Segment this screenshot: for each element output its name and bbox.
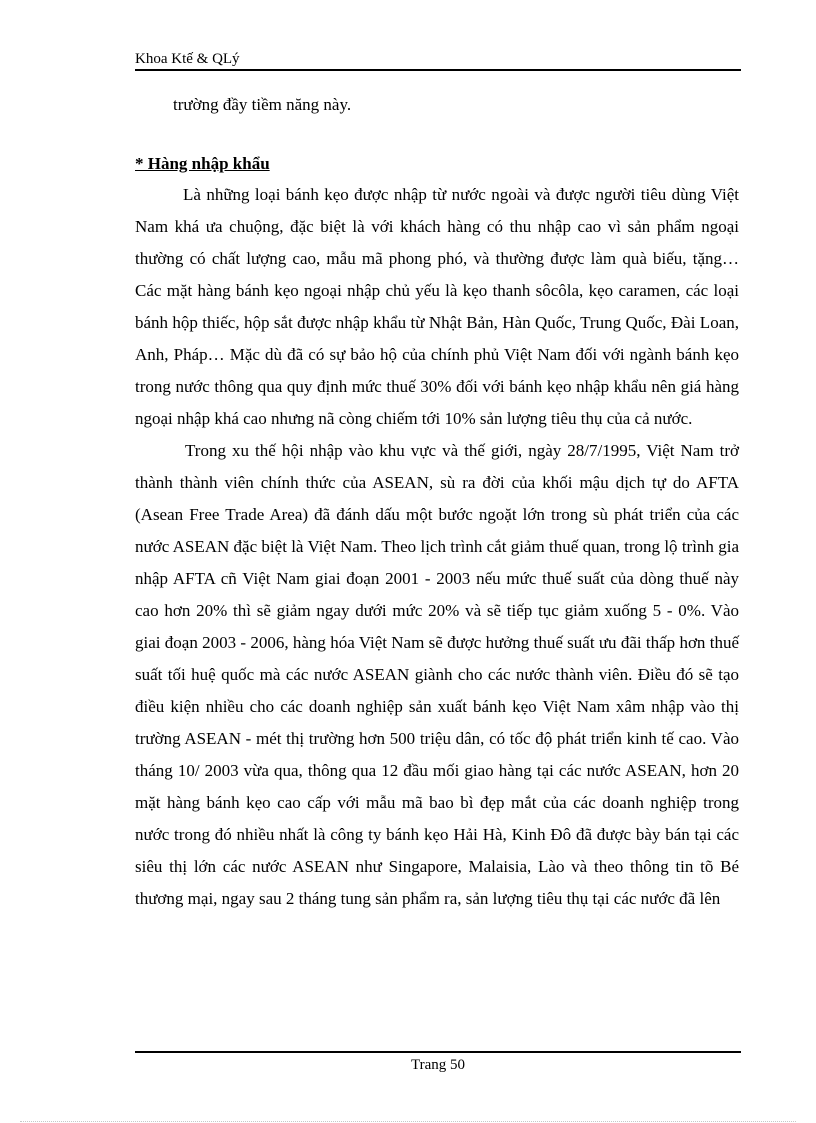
page-header: Khoa Ktế & QLý: [135, 51, 240, 67]
footer-rule: [135, 1051, 741, 1053]
section-heading: * Hàng nhập khẩu: [135, 154, 270, 173]
paragraph-imports: Là những loại bánh kẹo được nhập từ nước ngoài và được người tiêu dùng Việt Nam khá ưa chuộng, đặc biệt là với khách hàng có thu nhập cao vì sản phẩm ngoại thường có chất lượng cao, mẫu mã phong phó, và thường được làm quà biếu, tặng… Các mặt hàng bánh kẹo ngoại nhập chủ yếu là kẹo thanh sôcôla, kẹo caramen, các loại bánh hộp thiếc, hộp sắt được nhập khẩu từ Nhật Bản, Hàn Quốc, Trung Quốc, Đài Loan, Anh, Pháp… Mặc dù đã có sự bảo hộ của chính phủ Việt Nam đối với ngành bánh kẹo trong nước thông qua quy định mức thuế 30% đối với bánh kẹo nhập khẩu nên giá hàng ngoại nhập khá cao nhưng nã còng chiếm tới 10% sản lượng tiêu thụ của cả nước.: [135, 185, 739, 428]
continuation-text: trường đầy tiềm năng này.: [173, 95, 352, 114]
page-body: [135, 89, 739, 915]
header-rule: [135, 69, 741, 71]
paragraph-integration: Trong xu thế hội nhập vào khu vực và thế giới, ngày 28/7/1995, Việt Nam trở thành thành viên chính thức của ASEAN, sù ra đời của khối mậu dịch tự do AFTA (Asean Free Trade Area) đã đánh dấu một bước ngoặt lớn trong sù phát triển của các nước ASEAN đặc biệt là Việt Nam. Theo lịch trình cắt giảm thuế quan, trong lộ trình gia nhập AFTA cñ Việt Nam giai đoạn 2001 - 2003 nếu mức thuế suất của dòng thuế này cao hơn 20% thì sẽ giảm ngay dưới mức 20% và sẽ tiếp tục giảm xuống 5 - 0%. Vào giai đoạn 2003 - 2006, hàng hóa Việt Nam sẽ được hưởng thuế suất ưu đãi thấp hơn thuế suất tối huệ quốc mà các nước ASEAN giành cho các nước thành viên. Điều đó sẽ tạo điều kiện nhiều cho các doanh nghiệp sản xuất bánh kẹo Việt Nam xâm nhập vào thị trường ASEAN - mét thị trường hơn 500 triệu dân, có tốc độ phát triển kinh tế cao. Vào tháng 10/ 2003 vừa qua, thông qua 12 đầu mối giao hàng tại các nước ASEAN, hơn 20 mặt hàng bánh kẹo cao cấp với mẫu mã bao bì đẹp mắt của các doanh nghiệp trong nước trong đó nhiều nhất là công ty bánh kẹo Hải Hà, Kinh Đô đã được bày bán tại các siêu thị lớn các nước ASEAN như Singapore, Malaisia, Lào và theo thông tin tõ Bé thương mại, ngay sau 2 tháng tung sản phẩm ra, sản lượng tiêu thụ tại các nước đã lên: [135, 441, 739, 908]
page-edge-divider: [20, 1121, 796, 1122]
page-number: Trang 50: [410, 1057, 466, 1073]
